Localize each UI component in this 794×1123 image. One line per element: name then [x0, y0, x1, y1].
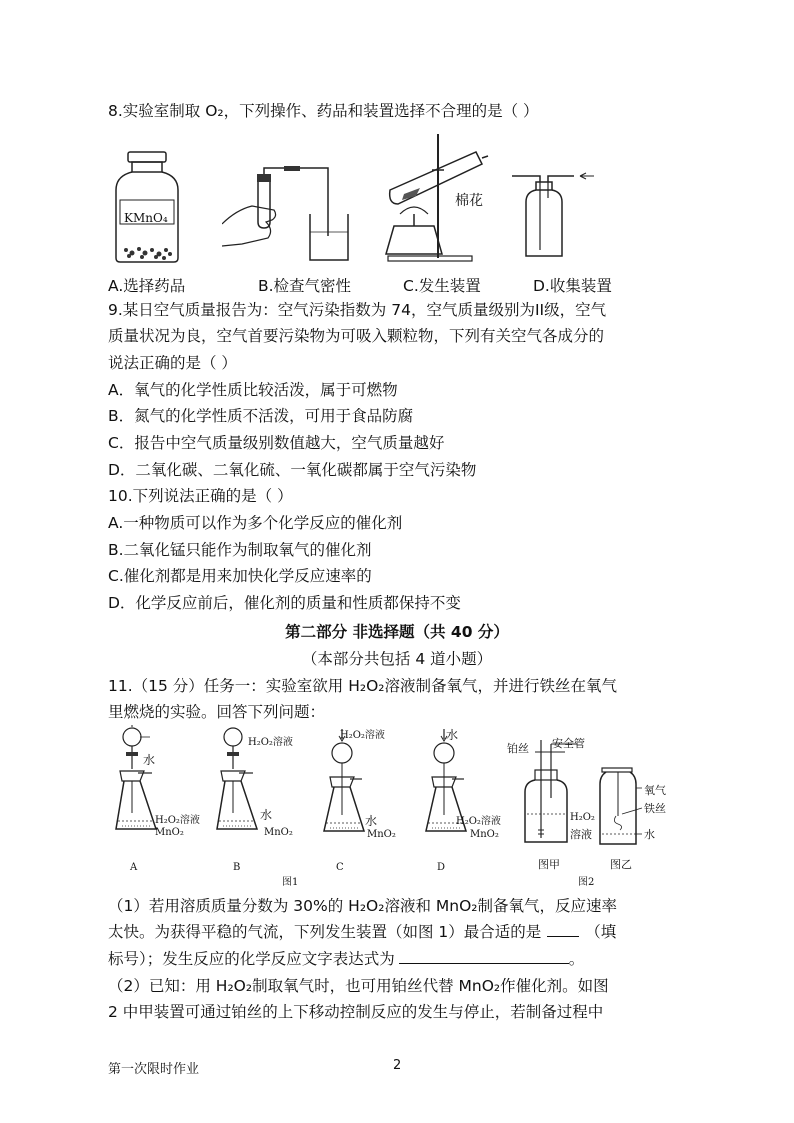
- q11-stem-line-2: 里燃烧的实验。回答下列问题：: [108, 703, 326, 721]
- fig1-caption: 图1: [282, 877, 299, 888]
- fig1-c-h2o2-label: H₂O₂溶液: [340, 730, 385, 741]
- q9-option-c: C．报告中空气质量级别数值越大，空气质量越好: [108, 434, 445, 452]
- fig1-d-water-label: 水: [446, 728, 459, 742]
- fig1-d-h2o2-label: H₂O₂溶液: [456, 816, 501, 827]
- q9-option-b: B．氮气的化学性质不活泼，可用于食品防腐: [108, 407, 414, 425]
- q8-option-a: A.选择药品: [108, 277, 186, 295]
- fig2-caption: 图2: [578, 877, 595, 888]
- q10-option-d: D．化学反应前后，催化剂的质量和性质都保持不变: [108, 594, 461, 612]
- fig2-iron-wire-label: 铁丝: [644, 802, 666, 815]
- fig1-b-water-label: 水: [260, 808, 273, 822]
- fig1-label-c: C: [336, 862, 344, 873]
- page-number: 2: [393, 1058, 402, 1073]
- q9-option-d: D．二氧化碳、二氧化硫、一氧化碳都属于空气污染物: [108, 461, 477, 479]
- q11-part1-line-1: （1）若用溶质质量分数为 30%的 H₂O₂溶液和 MnO₂制备氧气，反应速率: [108, 897, 617, 915]
- fig2-platinum-label: 铂丝: [507, 742, 529, 755]
- fig2-h2o2-label: H₂O₂: [570, 812, 595, 823]
- q11-part1-line-3-tail: 。: [568, 950, 585, 968]
- q9-option-a: A．氧气的化学性质比较活泼，属于可燃物: [108, 381, 398, 399]
- fig1-b-mno2-label: MnO₂: [264, 827, 293, 838]
- fig1-c-water-label: 水: [365, 814, 378, 828]
- fig2-solution-label: 溶液: [570, 828, 592, 841]
- q11-part2-line-1: （2）已知：用 H₂O₂制取氧气时，也可用铂丝代替 MnO₂作催化剂。如图: [108, 977, 609, 995]
- fig1-label-b: B: [233, 862, 241, 873]
- q10-option-b: B.二氧化锰只能作为制取氧气的催化剂: [108, 541, 372, 559]
- q11-part1-line-3: [108, 949, 584, 969]
- part2-title: 第二部分 非选择题（共 40 分）: [285, 623, 509, 641]
- fig1-b-h2o2-label: H₂O₂溶液: [248, 737, 293, 748]
- q10-stem: 10.下列说法正确的是（ ）: [108, 487, 293, 505]
- airtightness-figure: [222, 166, 352, 266]
- q10-option-a: A.一种物质可以作为多个化学反应的催化剂: [108, 514, 403, 532]
- figure1-apparatus-c: [318, 727, 408, 842]
- q11-part1-line-3-text: 标号）；发生反应的化学反应文字表达式为: [108, 950, 395, 968]
- q11-part2-line-2: 2 中甲装置可通过铂丝的上下移动控制反应的发生与停止，若制备过程中: [108, 1003, 604, 1021]
- part2-subtitle: （本部分共包括 4 道小题）: [301, 650, 493, 668]
- answer-blank-2[interactable]: [399, 949, 569, 964]
- q11-part1-line-2: [108, 922, 616, 942]
- fig1-d-mno2-label: MnO₂: [470, 829, 499, 840]
- q11-stem-line-1: 11.（15 分）任务一：实验室欲用 H₂O₂溶液制备氧气，并进行铁丝在氧气: [108, 677, 618, 695]
- fig1-label-d: D: [437, 862, 446, 873]
- q8-option-d: D.收集装置: [533, 277, 612, 295]
- q11-part1-line-2-text: 太快。为获得平稳的气流，下列发生装置（如图 1）最合适的是: [108, 923, 542, 941]
- answer-blank-1[interactable]: [547, 922, 579, 937]
- fig2-water-label: 水: [644, 828, 655, 841]
- bottle-label: KMnO₄: [124, 211, 168, 225]
- fig2-jia-label: 图甲: [538, 858, 560, 871]
- q9-stem-line-1: 9.某日空气质量报告为：空气污染指数为 74，空气质量级别为II级，空气: [108, 301, 607, 319]
- q8-stem: 8.实验室制取 O₂，下列操作、药品和装置选择不合理的是（ ）: [108, 102, 539, 120]
- collection-apparatus-figure: [510, 170, 600, 265]
- cotton-label: 棉花: [455, 193, 483, 209]
- fig2-oxygen-label: 氧气: [644, 784, 666, 797]
- q10-option-c: C.催化剂都是用来加快化学反应速率的: [108, 567, 372, 585]
- q8-option-b: B.检查气密性: [258, 277, 352, 295]
- fig2-safety-tube-label: 安全管: [552, 737, 585, 750]
- fig1-a-water-label: 水: [143, 753, 156, 767]
- footer-left: 第一次限时作业: [108, 1062, 200, 1077]
- fig1-a-h2o2-label: H₂O₂溶液: [155, 815, 200, 826]
- fig2-yi-label: 图乙: [610, 858, 632, 871]
- reagent-bottle-figure: [112, 150, 182, 265]
- fig1-c-mno2-label: MnO₂: [367, 829, 396, 840]
- q9-stem-line-2: 质量状况为良，空气首要污染物为可吸入颗粒物，下列有关空气各成分的: [108, 327, 605, 345]
- q9-stem-line-3: 说法正确的是（ ）: [108, 354, 237, 372]
- fig1-a-mno2-label: MnO₂: [155, 827, 184, 838]
- fig1-label-a: A: [130, 862, 138, 873]
- q8-option-c: C.发生装置: [403, 277, 481, 295]
- q11-part1-line-2-tail: （填: [585, 923, 617, 941]
